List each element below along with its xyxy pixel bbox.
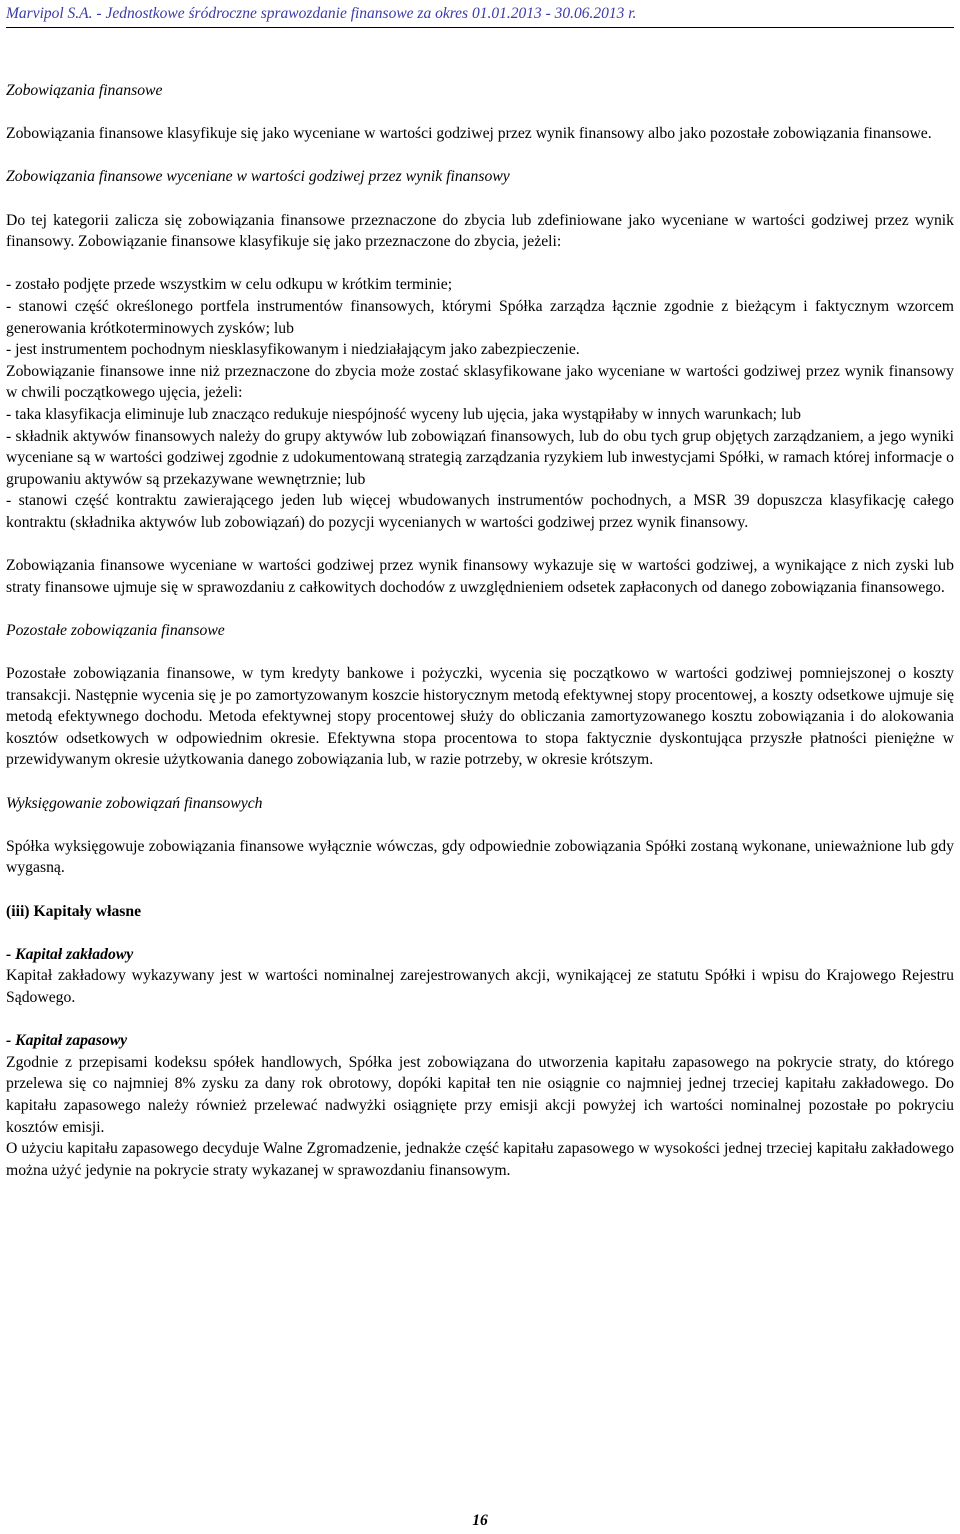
section-heading-derecognition: Wyksięgowanie zobowiązań finansowych [6, 794, 263, 812]
paragraph: Zgodnie z przepisami kodeksu spółek handlowych, Spółka jest zobowiązana do utworzenia kapitału zapasowego na pokrycie straty, do którego przelewa się co najmniej 8% zysku za dany rok obrotowy, dopóki kapitał ten nie osiągnie co najmniej jednej trzeciej kapitału zakładowego. Do kapitału zapasowego należy również przelewać nadwyżki osiągnięte przy emisji akcji powyżej ich wartości nominalnej pozostałe po pokryciu kosztów emisji. [6, 1053, 954, 1136]
paragraph: Do tej kategorii zalicza się zobowiązania finansowe przeznaczone do zbycia lub zdefiniowane jako wyceniane w wartości godziwej przez wynik finansowy. Zobowiązanie finansowe klasyfikuje się jako przeznaczone do zbycia, jeżeli: [6, 211, 954, 251]
page-number: 16 [472, 1512, 488, 1529]
paragraph: Kapitał zakładowy wykazywany jest w wartości nominalnej zarejestrowanych akcji, wynikającej ze statutu Spółki i wpisu do Krajowego Rejestru Sądowego. [6, 967, 954, 1006]
list-item: - zostało podjęte przede wszystkim w celu odkupu w krótkim terminie; [6, 276, 453, 294]
spacer [6, 598, 954, 620]
section-heading-fair-value-liabilities: Zobowiązania finansowe wyceniane w wartości godziwej przez wynik finansowy [6, 168, 510, 186]
list-item: - stanowi część określonego portfela instrumentów finansowych, którymi Spółka zarządza łącznie zgodnie z bieżącym i faktycznym wzorcem generowania krótkoterminowych zysków; lub [6, 297, 954, 337]
section-heading-financial-liabilities: Zobowiązania finansowe [6, 82, 163, 99]
page-header: Marvipol S.A. - Jednostkowe śródroczne sprawozdanie finansowe za okres 01.01.2013 - 30.06.2013 r. [6, 5, 637, 22]
paragraph: Spółka wyksięgowuje zobowiązania finansowe wyłącznie wówczas, gdy odpowiednie zobowiązania Spółki zostaną wykonane, unieważnione lub gdy wygasną. [6, 837, 954, 877]
spacer [6, 145, 954, 167]
paragraph: Zobowiązanie finansowe inne niż przeznaczone do zbycia może zostać sklasyfikowane jako wyceniane w wartości godziwej przez wynik finansowy w chwili początkowego ujęcia, jeżeli: [6, 362, 954, 402]
spacer [6, 641, 954, 663]
spacer [6, 814, 954, 836]
spacer [6, 188, 954, 210]
list-item: - stanowi część kontraktu zawierającego jeden lub więcej wbudowanych instrumentów pochodnych, a MSR 39 dopuszcza klasyfikację całego kontraktu (składnika aktywów lub zobowiązań) do pozycji wycenianych w wartości godziwej przez wynik finansowy. [6, 492, 954, 531]
section-heading-other-liabilities: Pozostałe zobowiązania finansowe [6, 621, 225, 639]
spacer [6, 253, 954, 275]
spacer [6, 879, 954, 901]
spacer [6, 922, 954, 944]
spacer [6, 1009, 954, 1031]
list-item: - jest instrumentem pochodnym niesklasyfikowanym i niedziałającym jako zabezpieczenie. [6, 341, 580, 359]
section-heading-equity: (iii) Kapitały własne [6, 902, 142, 920]
list-item: - taka klasyfikacja eliminuje lub znacząco redukuje niespójność wyceny lub ujęcia, jaka wystąpiłaby w innych warunkach; lub [6, 405, 801, 423]
paragraph: O użyciu kapitału zapasowego decyduje Walne Zgromadzenie, jednakże część kapitału zapasowego w wysokości jednej trzeciej kapitału zakładowego można użyć jedynie na pokrycie straty wykazanej w sprawozdaniu finansowym. [6, 1140, 954, 1179]
subheading-reserve-capital: - Kapitał zapasowy [6, 1032, 128, 1050]
paragraph: Zobowiązania finansowe wyceniane w wartości godziwej przez wynik finansowy wykazuje się w wartości godziwej, a wynikające z nich zyski lub straty finansowe ujmuje się w sprawozdaniu z całkowitych dochodów z uwzględnieniem odsetek zapłaconych od danego zobowiązania finansowego. [6, 557, 954, 596]
paragraph: Pozostałe zobowiązania finansowe, w tym kredyty bankowe i pożyczki, wycenia się początkowo w wartości godziwej pomniejszonej o koszty transakcji. Następnie wycenia się je po zamortyzowanym koszcie historycznym metodą efektywnej stopy procentowej, a koszty odsetkowe ujmuje się metodą efektywnego dochodu. Metoda efektywnej stopy procentowej służy do obliczania zamortyzowanego kosztu zobowiązania i do alokowania kosztów odsetkowych w odpowiednim okresie. Efektywna stopa procentowa to stopa faktycznie dyskontująca przyszłe płatności pieniężne w przewidywanym okresie użytkowania danego zobowiązania lub, w razie potrzeby, w okresie krótszym. [6, 665, 954, 769]
list-item: - składnik aktywów finansowych należy do grupy aktywów lub zobowiązań finansowych, lub do obu tych grup objętych zarządzaniem, a jego wyniki wyceniane są w wartości godziwej zgodnie z udokumentowaną strategią zarządzania ryzykiem lub inwestycjami Spółki, w ramach której informacje o grupowaniu aktywów są przekazywane wewnętrznie; lub [6, 427, 954, 488]
spacer [6, 533, 954, 555]
subheading-share-capital: - Kapitał zakładowy [6, 945, 134, 963]
spacer [6, 102, 954, 124]
document-body [6, 80, 954, 1181]
spacer [6, 771, 954, 793]
paragraph: Zobowiązania finansowe klasyfikuje się jako wyceniane w wartości godziwej przez wynik finansowy albo jako pozostałe zobowiązania finansowe. [6, 125, 932, 143]
header-divider [6, 27, 954, 28]
